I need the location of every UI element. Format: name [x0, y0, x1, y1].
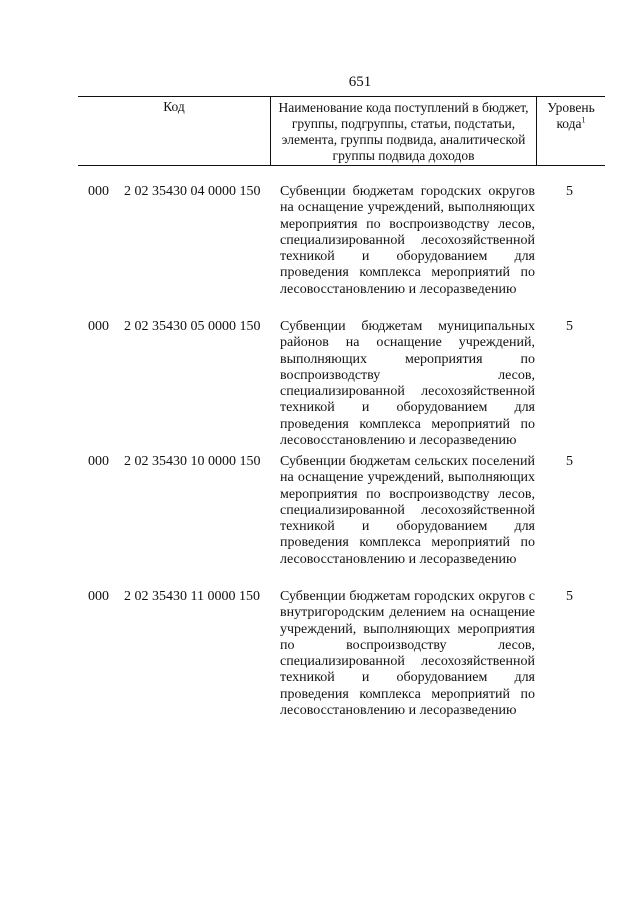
row-name: Субвенции бюджетам городских округов с внутригородским делением на оснащение учреждений, выполняющих мероприятия по воспроизводству лесов, специализированной лесохозяйственной техникой и оборудованием для проведения комплекса мероприятий по лесовосстановлению и лесоразведению [280, 589, 535, 719]
table-header [78, 96, 605, 166]
row-code: 2 02 35430 11 0000 150 [124, 589, 260, 604]
row-name: Субвенции бюджетам муниципальных районов на оснащение учреждений, выполняющих мероприятия по воспроизводству лесов, специализированной лесохозяйственной техникой и оборудованием для проведения комплекса мероприятий по лесовосстановлению и лесоразведению [280, 319, 535, 449]
row-code: 2 02 35430 04 0000 150 [124, 184, 261, 199]
header-level-footnote: 1 [581, 115, 586, 125]
header-name: Наименование кода поступлений в бюджет, группы, подгруппы, статьи, подстатьи, элемента, группы подвида, аналитической группы подвида доходов [270, 97, 537, 165]
row-code: 2 02 35430 05 0000 150 [124, 319, 261, 334]
row-level: 5 [566, 589, 573, 604]
page-number: 651 [348, 74, 372, 90]
header-code: Код [163, 99, 185, 114]
row-prefix: 000 [88, 319, 109, 334]
row-prefix: 000 [88, 589, 109, 604]
header-level-label: Уровень кода [547, 100, 595, 131]
row-name: Субвенции бюджетам городских округов на оснащение учреждений, выполняющих мероприятия по воспроизводству лесов, специализированной лесохозяйственной техникой и оборудованием для проведения комплекса мероприятий по лесовосстановлению и лесоразведению [280, 184, 535, 297]
row-level: 5 [566, 184, 573, 199]
row-prefix: 000 [88, 184, 109, 199]
row-prefix: 000 [88, 454, 109, 469]
header-level [537, 97, 605, 165]
row-name: Субвенции бюджетам сельских поселений на оснащение учреждений, выполняющих мероприятия по воспроизводству лесов, специализированной лесохозяйственной техникой и оборудованием для проведения комплекса мероприятий по лесовосстановлению и лесоразведению [280, 454, 535, 567]
row-level: 5 [566, 319, 573, 334]
row-level: 5 [566, 454, 573, 469]
row-code: 2 02 35430 10 0000 150 [124, 454, 261, 469]
